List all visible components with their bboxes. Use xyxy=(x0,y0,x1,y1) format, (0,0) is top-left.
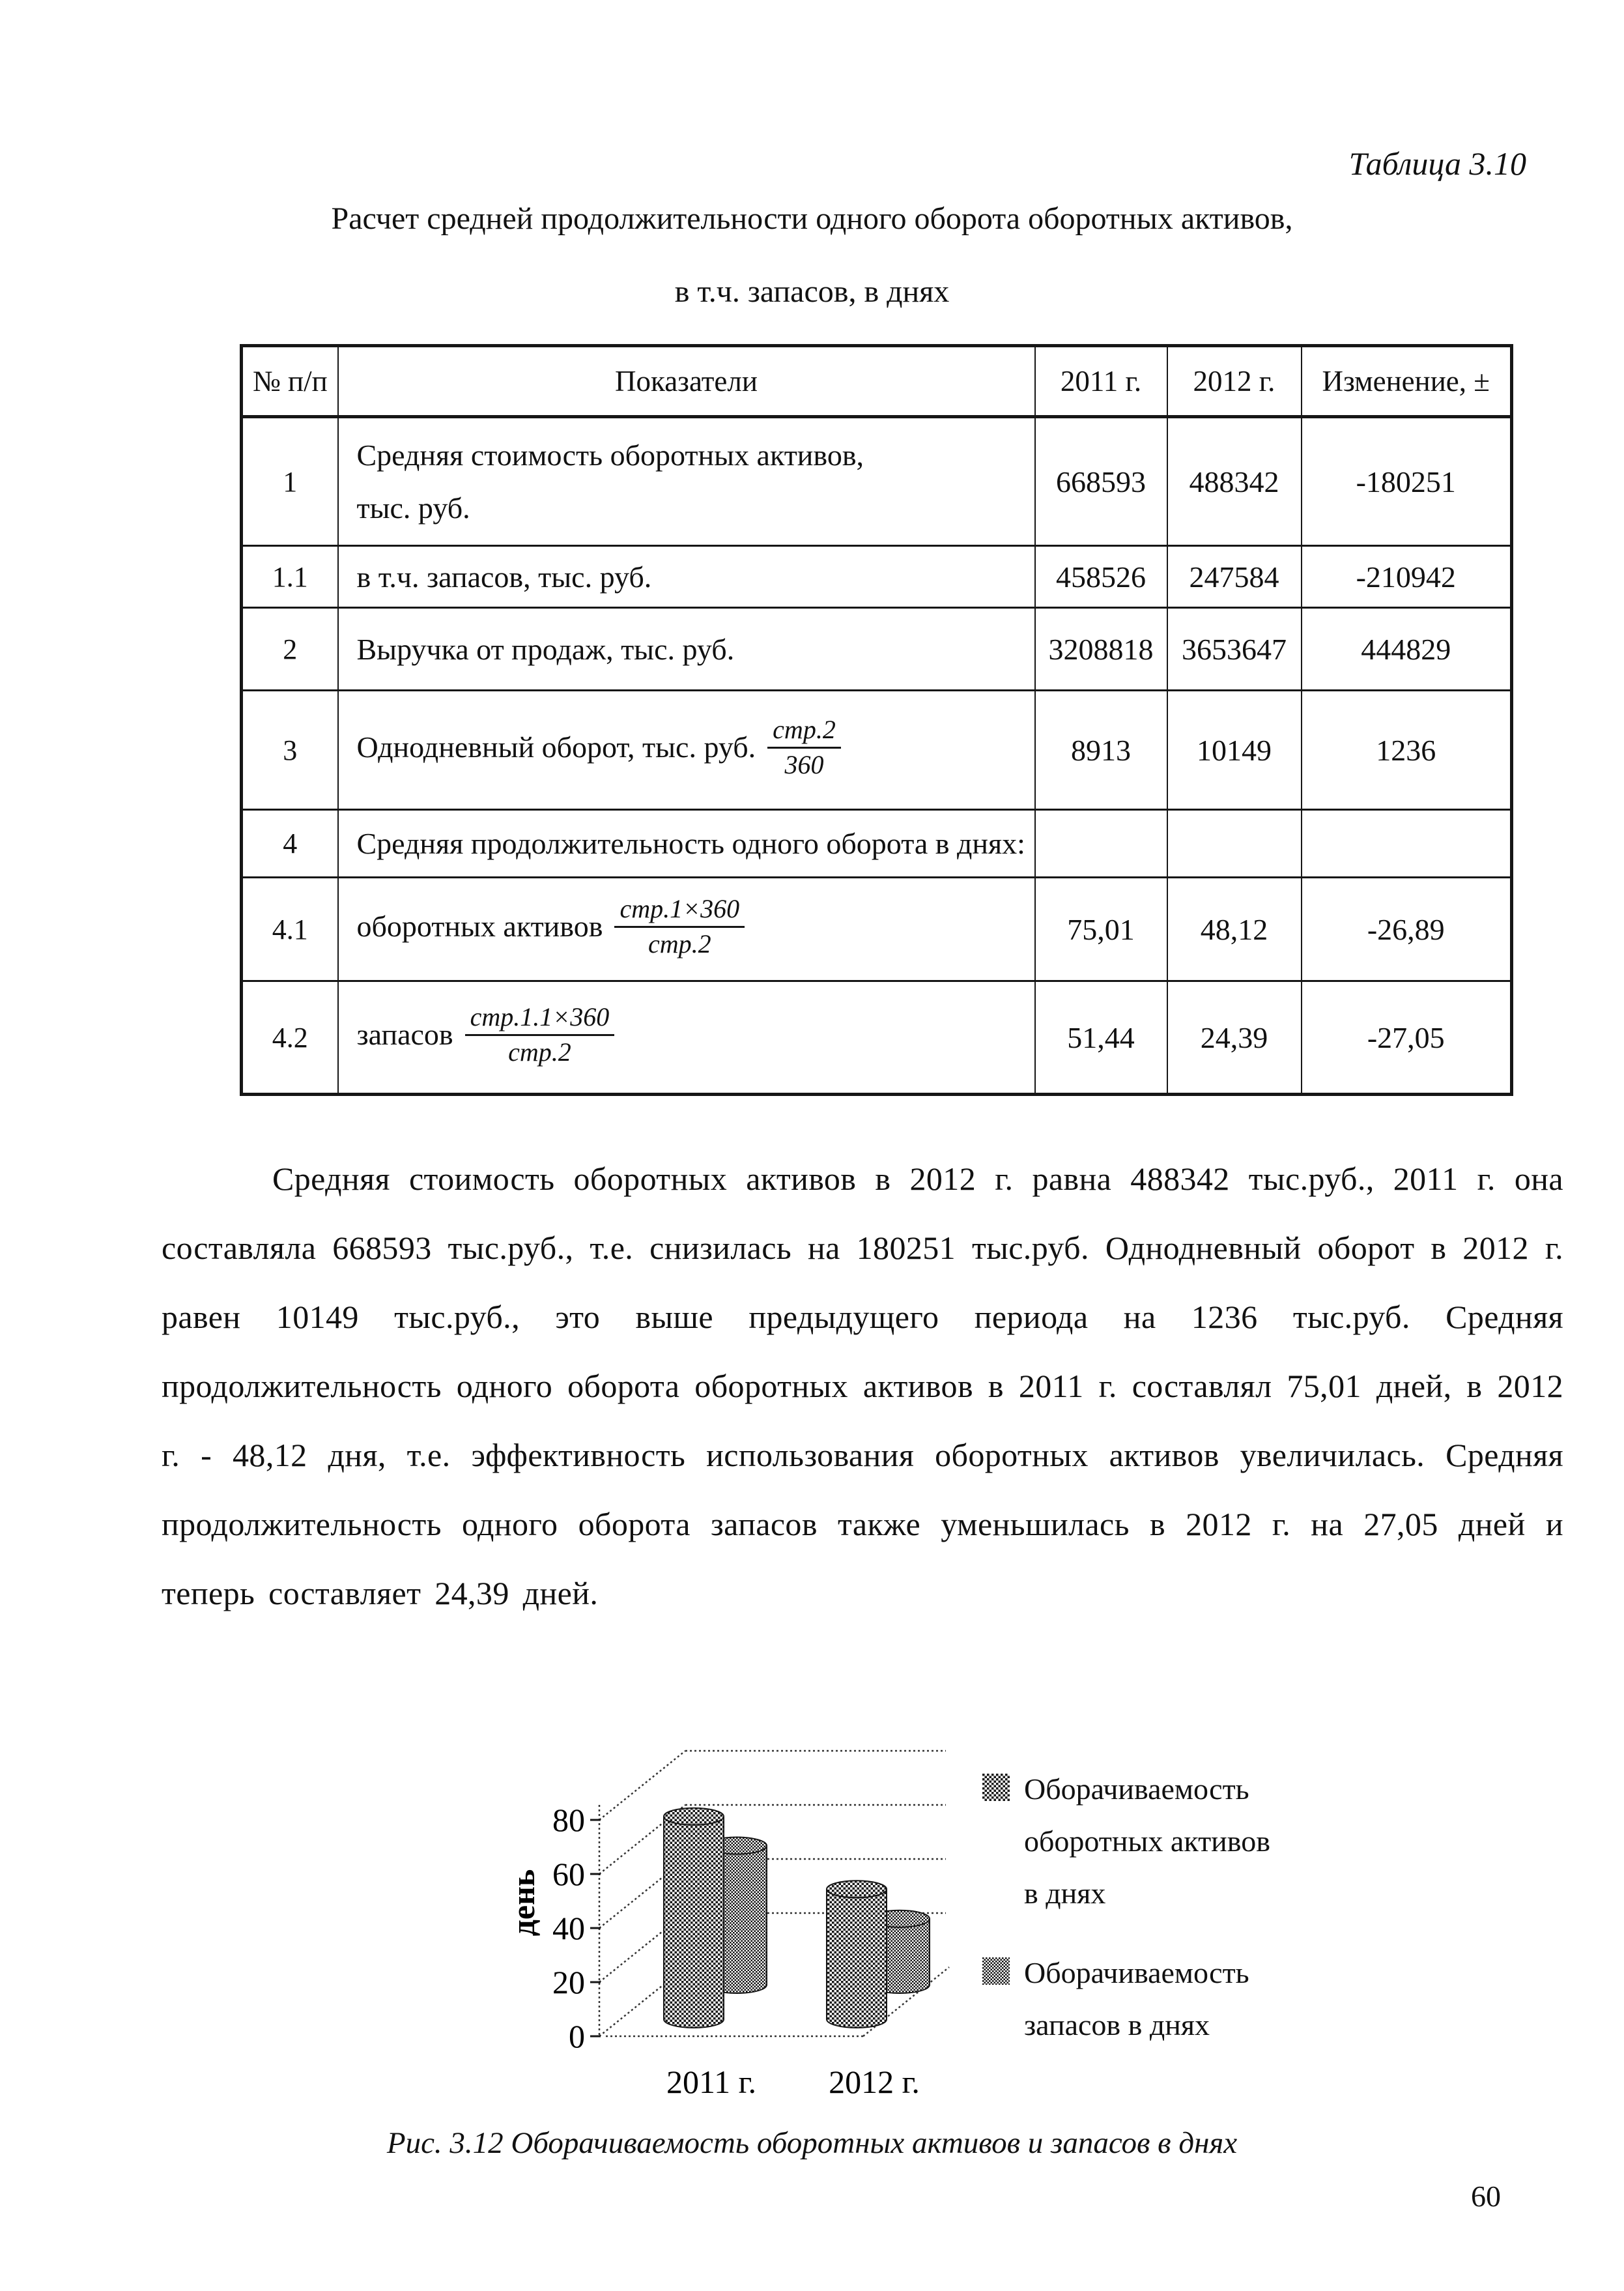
page-number: 60 xyxy=(1471,2180,1501,2213)
value-cell: 75,01 xyxy=(1035,878,1167,981)
indicator-text: Средняя стоимость оборотных активов, xyxy=(356,439,864,472)
row-number-cell: 1.1 xyxy=(242,546,338,608)
row-number-cell: 4.2 xyxy=(242,981,338,1095)
table-title-line2: в т.ч. запасов, в днях xyxy=(674,274,950,309)
indicator-cell xyxy=(338,608,1035,691)
table-title-line1: Расчет средней продолжительности одного оборота оборотных активов, xyxy=(331,201,1293,236)
header-indicator: Показатели xyxy=(338,346,1035,417)
indicator-cell xyxy=(338,878,1035,981)
figure-caption: Рис. 3.12 Оборачиваемость оборотных активов и запасов в днях xyxy=(386,2126,1238,2160)
indicator-text: Однодневный оборот, тыс. руб. $\frac{\text{стр.2}}{360}$ xyxy=(357,718,1034,783)
header-change: Изменение, ± xyxy=(1302,346,1512,417)
indicator-cell xyxy=(338,691,1035,810)
indicator-cell xyxy=(338,546,1035,608)
indicator-cell xyxy=(338,417,1035,546)
indicator-text: оборотных активов $\frac{\text{стр.1×360}}{\text{стр.2}}$ xyxy=(357,897,1034,962)
legend-label: Оборачиваемость запасов в днях xyxy=(1024,1956,1249,2041)
formula-fraction: $\frac{\text{стр.1×360}}{\text{стр.2}}$ xyxy=(614,895,745,959)
turnover-chart xyxy=(508,1707,964,2111)
chart-legend xyxy=(982,1763,1321,2051)
value-cell: -180251 xyxy=(1302,417,1512,546)
table-row xyxy=(242,608,1512,691)
y-tick-label: 40 xyxy=(552,1910,585,1946)
x-tick-label: 2012 г. xyxy=(829,2064,920,2100)
row-number-cell: 4.1 xyxy=(242,878,338,981)
bar-cylinder-series1-2012 г. xyxy=(827,1880,887,2028)
value-cell: 24,39 xyxy=(1167,981,1302,1095)
indicator-text: в т.ч. запасов, тыс. руб. xyxy=(356,560,652,594)
header-row-number: № п/п xyxy=(242,346,338,417)
value-cell: 3208818 xyxy=(1035,608,1167,691)
value-cell: 1236 xyxy=(1302,691,1512,810)
value-cell xyxy=(1302,810,1512,878)
row-number-cell: 2 xyxy=(242,608,338,691)
value-cell: 51,44 xyxy=(1035,981,1167,1095)
value-cell: -27,05 xyxy=(1302,981,1512,1095)
turnover-calculation-table xyxy=(240,344,1513,1096)
table-row xyxy=(242,546,1512,608)
value-cell: 444829 xyxy=(1302,608,1512,691)
formula-fraction: $\frac{\text{стр.1.1×360}}{\text{стр.2}}$ xyxy=(465,1003,615,1067)
y-axis-label: день xyxy=(508,1869,541,1937)
value-cell: 488342 xyxy=(1167,417,1302,546)
y-tick-label: 0 xyxy=(569,2018,585,2054)
value-cell: 247584 xyxy=(1167,546,1302,608)
bar-cylinder-series1-2011 г. xyxy=(664,1808,724,2028)
value-cell: 8913 xyxy=(1035,691,1167,810)
chart-canvas xyxy=(508,1707,964,2111)
table-row xyxy=(242,878,1512,981)
y-tick-label: 60 xyxy=(552,1856,585,1892)
row-number-cell: 4 xyxy=(242,810,338,878)
indicator-cell xyxy=(338,810,1035,878)
indicator-text: запасов $\frac{\text{стр.1.1×360}}{\text{стр.2}}$ xyxy=(357,1005,1034,1070)
value-cell xyxy=(1167,810,1302,878)
table-header-row xyxy=(242,346,1512,417)
y-tick-label: 20 xyxy=(552,1964,585,2000)
value-cell: -26,89 xyxy=(1302,878,1512,981)
table-row xyxy=(242,417,1512,546)
table-row xyxy=(242,981,1512,1095)
table-row xyxy=(242,691,1512,810)
table-number-label: Таблица 3.10 xyxy=(1348,145,1526,182)
value-cell: 3653647 xyxy=(1167,608,1302,691)
y-tick-label: 80 xyxy=(552,1802,585,1838)
legend-marker-icon xyxy=(982,1774,1010,1801)
formula-fraction: $\frac{\text{стр.2}}{360}$ xyxy=(767,715,841,780)
value-cell: -210942 xyxy=(1302,546,1512,608)
indicator-text: тыс. руб. xyxy=(356,491,470,525)
legend-item xyxy=(982,1763,1321,1920)
table-row xyxy=(242,810,1512,878)
y-axis xyxy=(552,1802,601,2054)
value-cell xyxy=(1035,810,1167,878)
header-year-2011: 2011 г. xyxy=(1035,346,1167,417)
analysis-paragraph: Средняя стоимость оборотных активов в 2012 г. равна 488342 тыс.руб., 2011 г. она составляла 668593 тыс.руб., т.е. снизилась на 180251 тыс.руб. Однодневный оборот в 2012 г. равен 10149 тыс.руб., это выше предыдущего периода на 1236 тыс.руб. Средняя продолжительность одного оборота оборотных активов в 2011 г. составлял 75,01 дней, в 2012 г. - 48,12 дня, т.е. эффективность использования оборотных активов увеличилась. Средняя продолжительность одного оборота запасов также уменьшилась в 2012 г. на 27,05 дней и теперь составляет 24,39 дней. xyxy=(162,1160,1563,1611)
row-number-cell: 3 xyxy=(242,691,338,810)
value-cell: 458526 xyxy=(1035,546,1167,608)
indicator-text: Выручка от продаж, тыс. руб. xyxy=(356,632,735,666)
legend-label: Оборачиваемость оборотных активов в днях xyxy=(1024,1772,1270,1910)
value-cell: 668593 xyxy=(1035,417,1167,546)
row-number-cell: 1 xyxy=(242,417,338,546)
value-cell: 48,12 xyxy=(1167,878,1302,981)
x-axis-labels xyxy=(666,2064,920,2100)
header-year-2012: 2012 г. xyxy=(1167,346,1302,417)
x-tick-label: 2011 г. xyxy=(666,2064,757,2100)
indicator-text: Средняя продолжительность одного оборота в днях: xyxy=(356,827,1025,860)
value-cell: 10149 xyxy=(1167,691,1302,810)
legend-item xyxy=(982,1947,1321,2051)
indicator-cell xyxy=(338,981,1035,1095)
legend-marker-icon xyxy=(982,1957,1010,1985)
